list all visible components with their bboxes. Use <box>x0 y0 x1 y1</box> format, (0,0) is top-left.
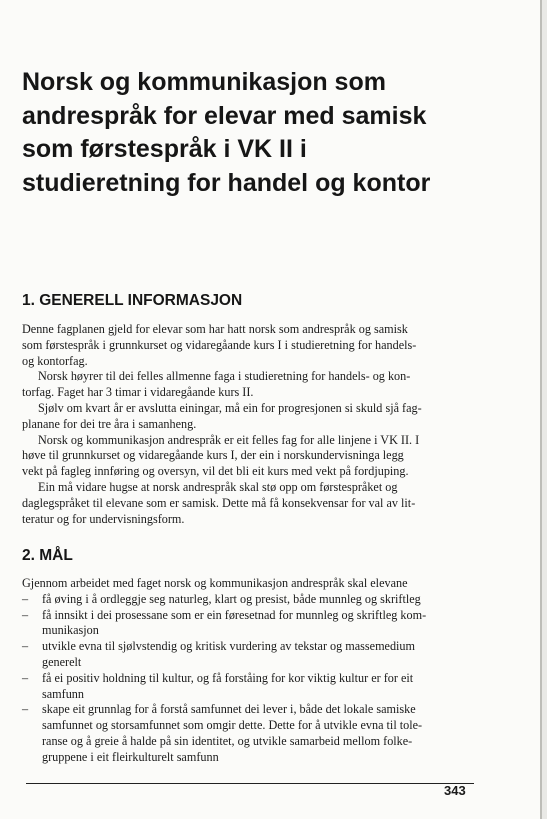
text-line: torfag. Faget har 3 timar i vidaregåande kurs II. <box>22 385 254 400</box>
section-goals-text <box>22 576 482 766</box>
page-number: 343 <box>444 783 466 798</box>
text-line: samfunn <box>42 686 84 701</box>
text-line: ranse og å greie å halde på sin identitet, og utvikle samarbeid mellom folke- <box>42 733 413 748</box>
dash-bullet: – <box>22 702 29 717</box>
dash-bullet: – <box>22 639 29 654</box>
footer-rule <box>26 783 474 784</box>
dash-bullet: – <box>22 607 29 622</box>
title-line: Norsk og kommunikasjon som <box>22 68 386 96</box>
text-line: daglegspråket til elevane som er samisk. Dette må få konsekvensar for val av lit- <box>22 495 416 510</box>
title-line: andrespråk for elevar med samisk <box>22 101 427 130</box>
goal-list-item <box>22 702 482 765</box>
title-line: som førstespråk i VK II i <box>22 135 307 163</box>
text-line: gruppene i eit fleirkulturelt samfunn <box>42 749 219 764</box>
text-line: få ei positiv holdning til kultur, og få forståing for kor viktig kultur er for eit <box>42 670 414 685</box>
text-line: Norsk og kommunikasjon andrespråk er eit felles fag for alle linjene i VK II. I <box>38 432 420 447</box>
text-line: planane for dei tre åra i samanheng. <box>22 416 197 431</box>
section-general-text <box>22 322 482 527</box>
text-line: generelt <box>42 654 82 669</box>
title-line: studieretning for handel og kontor <box>22 168 431 197</box>
text-line: Norsk høyrer til dei felles allmenne faga i studieretning for handels- og kon- <box>38 369 411 384</box>
text-line: høve til grunnkurset og vidaregåande kurs I, der ein i norskundervisninga legg <box>22 448 404 463</box>
goal-list-item <box>22 608 482 640</box>
text-line: få øving i å ordleggje seg naturleg, klart og presist, både munnleg og skriftleg <box>42 591 421 606</box>
text-line: Sjølv om kvart år er avslutta einingar, må ein for progresjonen si skuld sjå fag- <box>38 400 422 415</box>
text-line: samfunnet og storsamfunnet som omgir dette. Dette for å utvikle evna til tole- <box>42 718 423 733</box>
text-line: vekt på fagleg innføring og oversyn, vil det bli eit kurs med vekt på fordjuping. <box>22 464 409 479</box>
goals-intro: Gjennom arbeidet med faget norsk og kommunikasjon andrespråk skal elevane <box>22 576 408 590</box>
text-line: og kontorfag. <box>22 353 88 368</box>
text-line: få innsikt i dei prosessane som er ein føresetnad for munnleg og skriftleg kom- <box>42 607 427 622</box>
goal-list-item <box>22 639 482 671</box>
text-line: som førstespråk i grunnkurset og vidaregåande kurs I i studieretning for handels- <box>22 337 417 352</box>
section-heading-goals: 2. MÅL <box>22 547 73 564</box>
dash-bullet: – <box>22 670 29 685</box>
text-line: teratur og for undervisningsform. <box>22 511 185 526</box>
goal-list-item <box>22 671 482 703</box>
dash-bullet: – <box>22 591 29 606</box>
text-line: Denne fagplanen gjeld for elevar som har hatt norsk som andrespråk og samisk <box>22 322 408 336</box>
text-line: skape eit grunnlag for å forstå samfunnet dei lever i, både det lokale samiske <box>42 702 416 717</box>
text-line: munikasjon <box>42 623 99 638</box>
goal-list-item <box>22 592 482 608</box>
section-heading-general: 1. GENERELL INFORMASJON <box>22 292 243 309</box>
text-line: Ein må vidare hugse at norsk andrespråk skal stø opp om førstespråket og <box>38 479 398 494</box>
text-line: utvikle evna til sjølvstendig og kritisk vurdering av tekstar og massemedium <box>42 639 416 654</box>
document-title <box>22 66 522 200</box>
